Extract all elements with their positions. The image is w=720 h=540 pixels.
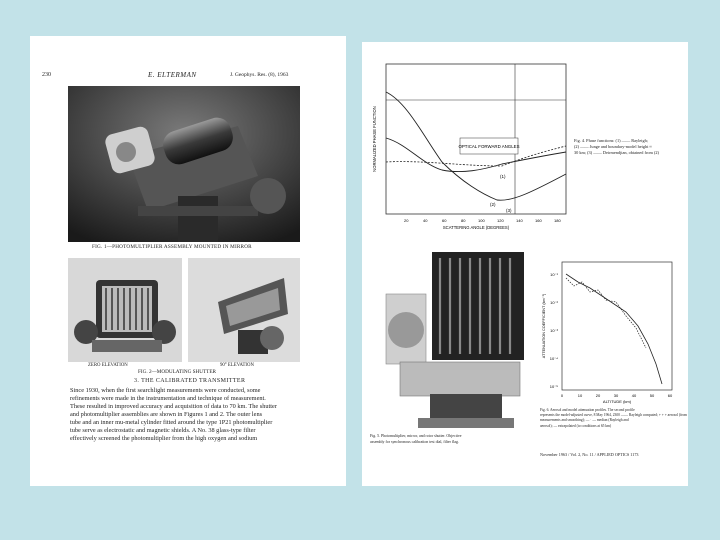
fig6-caption-line: Fig. 6. Aerosol and model attenuation profiles. The second profile xyxy=(540,408,635,412)
fig5-apparatus-photo xyxy=(370,244,534,432)
fig6-caption-line: represents the model-adjusted curve, 8 May 1964, 2300 —— Rayleigh computed; + + + aerosol (from xyxy=(540,413,688,418)
fig6-caption-line: aerosol); — extrapolated (to conditions at 65 km) xyxy=(540,423,612,428)
body-line: refinements were made in the instrumentation and technique of measurement. xyxy=(70,395,266,402)
x-tick: 160 xyxy=(535,218,542,223)
body-line: These resulted in improved accuracy and acquisition of data to 70 km. The shutter xyxy=(70,403,277,410)
profile-y-tick: 10⁻⁴ xyxy=(549,356,558,361)
profile-x-tick: 40 xyxy=(631,393,637,398)
left-page xyxy=(30,36,346,486)
curve-label-3: (3) xyxy=(506,208,512,213)
body-line: tube serve as electrostatic and magnetic shields. A No. 38 glass-type filter xyxy=(70,427,256,434)
profile-ylabel: ATTENUATION COEFFICIENT (km⁻¹) xyxy=(542,293,546,359)
profile-y-tick: 10⁻¹ xyxy=(550,272,558,277)
fig2-shutter-zero-photo xyxy=(68,258,182,362)
fig2-label-right: 90° ELEVATION xyxy=(220,363,254,368)
profile-x-tick: 20 xyxy=(595,393,601,398)
x-tick: 140 xyxy=(516,218,523,223)
fig2-shutter-90-photo xyxy=(188,258,300,362)
profile-xlabel: ALTITUDE (km) xyxy=(602,399,632,404)
fig2-caption: FIG. 2—MODULATING SHUTTER xyxy=(138,369,216,375)
graph-annotation: OPTICAL FORWARD ANGLES xyxy=(458,144,520,149)
profile-x-tick: 0 xyxy=(560,393,564,398)
profile-x-tick: 10 xyxy=(577,393,583,398)
fig5-caption xyxy=(370,434,462,445)
author-name: E. ELTERMAN xyxy=(148,71,197,79)
right-page xyxy=(362,42,688,486)
page-number: 230 xyxy=(42,72,51,78)
x-tick: 180 xyxy=(554,218,561,223)
graph-xlabel: SCATTERING ANGLE (DEGREES) xyxy=(442,225,510,230)
fig1-caption: FIG. 1—PHOTOMULTIPLIER ASSEMBLY MOUNTED IN MIRROR xyxy=(92,244,252,250)
x-tick: 40 xyxy=(423,218,428,223)
profile-x-tick: 50 xyxy=(649,393,655,398)
x-tick: 120 xyxy=(497,218,504,223)
profile-x-tick: 30 xyxy=(613,393,619,398)
profile-y-tick: 10⁻² xyxy=(550,300,558,305)
fig4-caption-line: 30 km; (3) —— Deirmendjian, obtained from (2) xyxy=(574,150,659,155)
body-line: Since 1930, when the first searchlight measurements were conducted, some xyxy=(70,387,261,394)
profile-curve-aerosol xyxy=(566,278,646,348)
profile-x-tick: 60 xyxy=(667,393,673,398)
fig4-caption xyxy=(574,138,659,156)
profile-frame xyxy=(562,262,672,390)
fig6-caption xyxy=(540,408,687,429)
x-tick: 60 xyxy=(442,218,447,223)
graph-ylabel: NORMALIZED PHASE FUNCTION xyxy=(372,106,377,172)
attenuation-profile-graph xyxy=(538,256,684,406)
section-heading: 3. THE CALIBRATED TRANSMITTER xyxy=(134,378,246,384)
body-line: and photomultiplier assemblies are shown in Figures 1 and 2. The outer lens xyxy=(70,411,263,418)
profile-y-tick: 10⁻⁵ xyxy=(549,384,558,389)
body-line: effectively screened the photomultiplier from the high oxygen and sodium xyxy=(70,435,258,442)
fig5-caption-line: Fig. 5. Photomultiplier, mirror, and rotor shutter. Objective xyxy=(370,434,462,438)
fig4-caption-line: (2) —— Junge and boundary-model height ≈ xyxy=(574,144,652,149)
fig4-caption-line: Fig. 4. Phase functions: (1) —— Rayleigh; xyxy=(574,138,648,143)
fig1-photomultiplier-photo xyxy=(68,86,300,242)
page-footer: November 1963 / Vol. 2, No. 11 / APPLIED OPTICS 1173 xyxy=(540,452,639,457)
fig6-caption-line: measurements and smoothing); — · — median (Rayleigh and xyxy=(540,418,629,423)
x-tick: 100 xyxy=(478,218,485,223)
profile-curve-rayleigh xyxy=(566,274,662,384)
curve-label-2: (2) xyxy=(490,202,496,207)
curve-label-1: (1) xyxy=(500,174,506,179)
journal-ref: J. Geophys. Res. (8), 1963 xyxy=(230,72,289,78)
x-tick: 20 xyxy=(404,218,409,223)
fig2-label-left: ZERO ELEVATION xyxy=(88,363,128,368)
body-line: tube and an inner mu-metal cylinder fitted around the type 1P21 photomultiplier xyxy=(70,419,273,426)
fig5-caption-line: assembly for synchronous calibration test dial, filter flag. xyxy=(370,439,459,444)
profile-y-tick: 10⁻³ xyxy=(550,328,558,333)
x-tick: 80 xyxy=(461,218,466,223)
